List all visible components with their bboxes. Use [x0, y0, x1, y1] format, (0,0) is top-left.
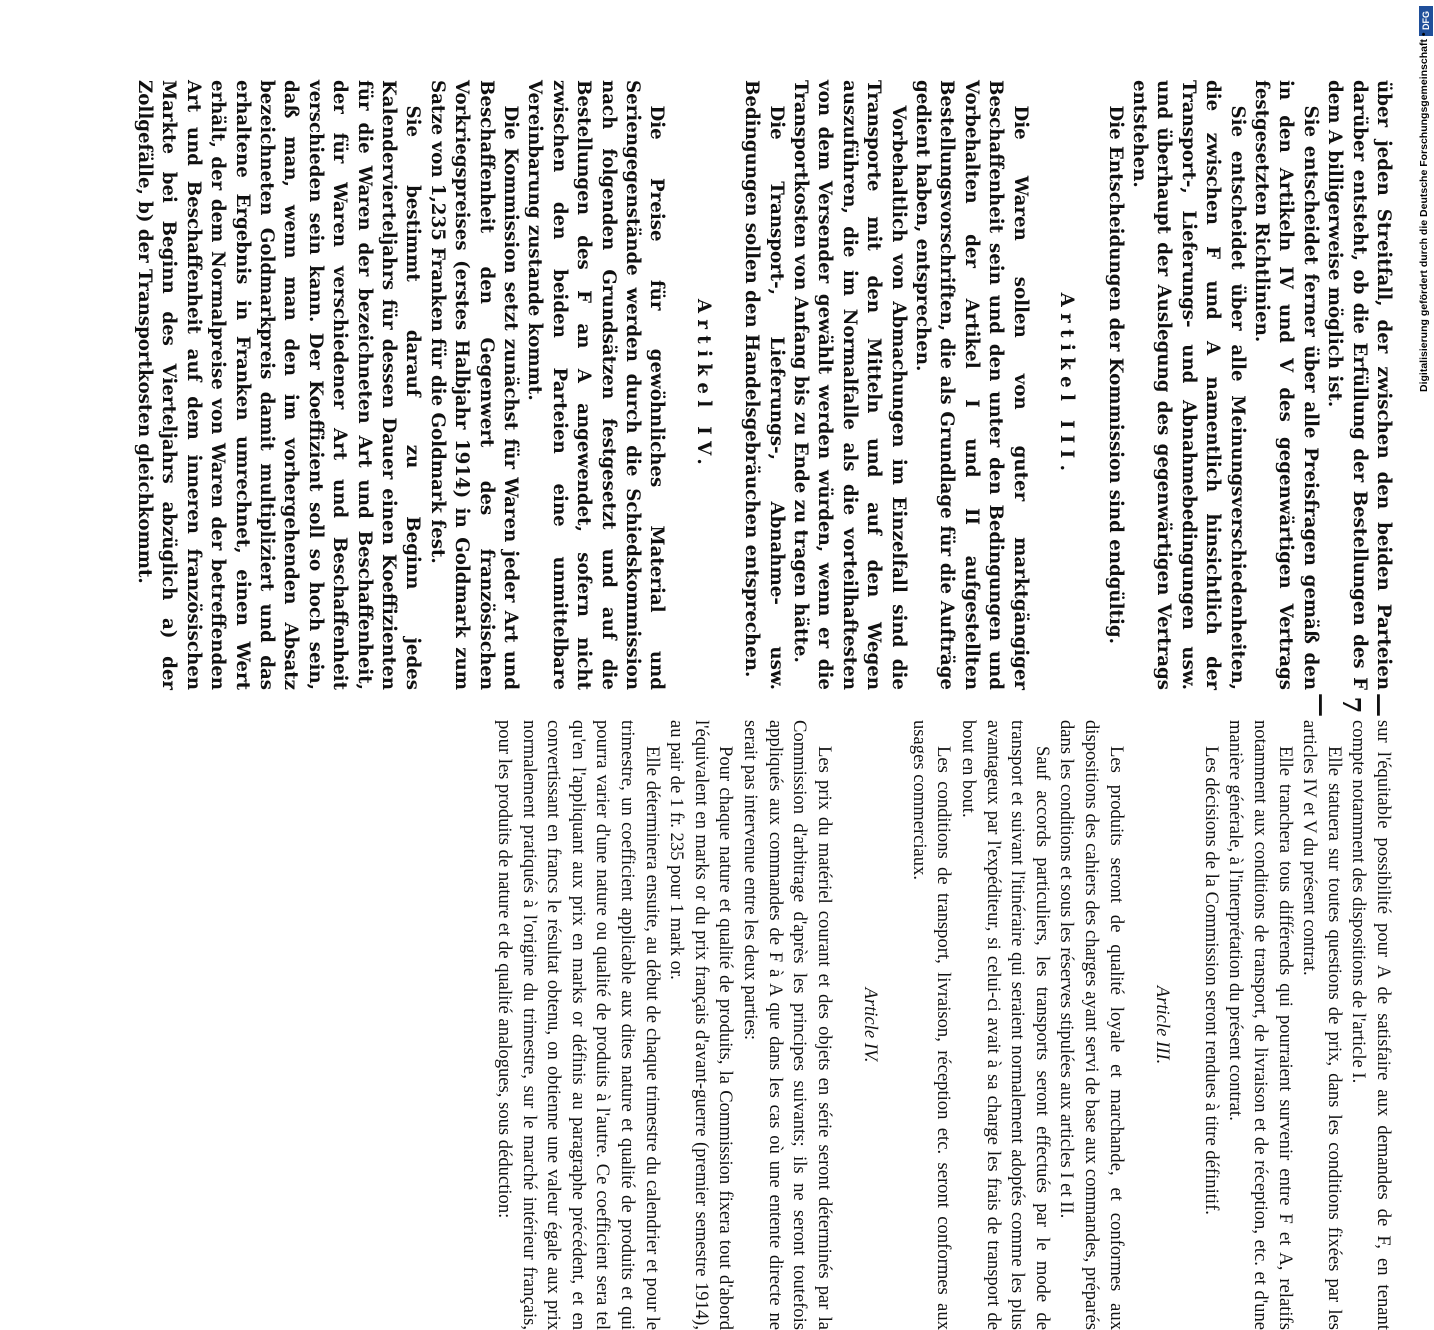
dfg-logo: DFG: [1419, 6, 1433, 36]
german-paragraph: Vorbehaltlich von Abmachungen im Einzelfall sind die Transporte mit den Mitteln und auf den Wegen auszuführen, die im Normalfalle als die vorteilhaftesten von dem Versender gewählt werden würden, wenn er die Transportkosten von Anfang bis zu Ende zu tragen hätte.: [790, 80, 909, 690]
french-paragraph: Les conditions de transport, livraison, réception etc. seront conformes aux usages commerciaux.: [908, 720, 955, 1330]
french-column: [85, 720, 1395, 1330]
page-number: — 7 —: [1308, 693, 1395, 717]
french-paragraph: Les décisions de la Commission seront rendues à titre définitif.: [1200, 746, 1222, 1215]
french-article-4-heading: Article IV.: [860, 987, 882, 1063]
digitization-note: Digitalisierung gefördert durch die Deutsche Forschungsgemeinschaft •: [1418, 32, 1430, 392]
german-paragraph: Die Kommission setzt zunächst für Waren jeder Art und Beschaffenheit den Gegenwert des französischen Vorkriegspreises (erstes Halbjahr 1914) in Goldmark zum Satze von 1,235 Franken für die Goldmark fest.: [426, 80, 521, 690]
french-paragraph: Elle déterminera ensuite, au début de chaque trimestre du calendrier et pour le trimestre, un coefficient applicable aux dites nature et qualité de produits et qui pourra varier d'une nature ou qualité de produits à l'autre. Ce coefficient sera tel qu'en l'appliquant aux prix en marks or définis au paragraphe précédent, et en convertissant en francs le résultat obtenu, on obtienne une valeur égale aux prix normalement pratiqués à l'origine du trimestre, sur le marché intérieur français, pour les produits de nature et de qualité analogues, sous déduction:: [494, 720, 663, 1330]
german-paragraph: Die Preise für gewöhnliches Material und Seriengegenstände werden durch die Schiedskommission nach folgenden Grundsätzen festgesetzt und auf die Bestellungen des F an A angewendet, sofern nicht zwischen den beiden Parteien eine unmittelbare Vereinbarung zustande kommt.: [524, 80, 668, 690]
french-paragraph: Sauf accords particuliers, les transports seront effectués par le mode de transport et suivant l'itinéraire qui seraient normalement adoptés comme les plus avantageux par l'expéditeur, si celui-ci avait à sa charge les frais de transport de bout en bout.: [958, 720, 1053, 1330]
french-paragraph: Les prix du matériel courant et des objets en série seront déterminés par la Commission d'arbitrage d'après les principes suivants; ils ne seront toutefois appliqués aux commandes de F à A que dans les cas où une entente directe ne serait pas intervenue entre les deux parties:: [739, 720, 835, 1330]
french-paragraph: sur l'équitable possibilité pour A de satisfaire aux demandes de F, en tenant compte notamment des dispositions de l'article I.: [1348, 720, 1394, 1330]
german-column: [85, 80, 1395, 690]
french-paragraph: Les produits seront de qualité loyale et marchande, et conformes aux dispositions des cahiers des charges ayant servi de base aux commandes, préparés dans les conditions et sous les réserves stipulées aux articles I et II.: [1056, 720, 1127, 1330]
french-paragraph: Elle statuera sur toutes questions de prix, dans les conditions fixées par les articles IV et V du présent contrat.: [1299, 720, 1345, 1330]
german-paragraph: Sie entscheidet über alle Meinungsverschiedenheiten, die zwischen F und A namentlich hinsichtlich der Transport-, Lieferungs- und Abnahmebedingungen usw. und überhaupt der Auslegung des gegenwärtigen Vertrags entstehen.: [1128, 80, 1248, 690]
german-paragraph: Die Waren sollen von guter marktgängiger Beschaffenheit sein und den unter den Bedingungen und Vorbehalten der Artikel I und II aufgestellten Bestellungsvorschriften, die als Grundlage für die Aufträge gedient haben, entsprechen.: [912, 80, 1031, 690]
german-article-4-heading: Artikel IV.: [692, 298, 714, 472]
german-paragraph: Die Entscheidungen der Kommission sind endgültig.: [1104, 105, 1126, 644]
german-paragraph: Sie entscheidet ferner über alle Preisfragen gemäß den in den Artikeln IV und V des gegenwärtigen Vertrags festgesetzten Richtlinien.: [1250, 80, 1321, 690]
german-article-3-heading: Artikel III.: [1056, 292, 1078, 478]
french-paragraph: Elle tranchera tous différends qui pourraient survenir entre F et A, relatifs notamment aux conditions de transport, de livraison et de réception, etc. et d'une manière générale, à l'interprétation du présent contrat.: [1225, 720, 1296, 1330]
german-paragraph: Die Transport-, Lieferungs-, Abnahme- usw. Bedingungen sollen den Handelsgebräuchen entsprechen.: [741, 80, 787, 690]
german-paragraph: über jeden Streitfall, der zwischen den beiden Parteien darüber entsteht, ob die Erfüllung der Bestellungen des F dem A billigerweise möglich ist.: [1324, 80, 1394, 690]
rotated-document-page: [85, 80, 1395, 1330]
french-paragraph: Pour chaque nature et qualité de produits, la Commission fixera tout d'abord l'équivalent en marks or du prix français d'avant-guerre (premier semestre 1914), au pair de 1 fr. 235 pour 1 mark or.: [666, 720, 737, 1330]
french-article-3-heading: Article III.: [1152, 985, 1174, 1065]
german-paragraph: Sie bestimmt darauf zu Beginn jedes Kalendervierteljahrs für dessen Dauer einen Koeffizienten für die Waren der bezeichneten Art und Beschaffenheit, der für Waren verschiedener Art und Beschaffenheit verschieden sein kann. Der Koeffizient soll so hoch sein, daß man, wenn man den im vorhergehenden Absatz bezeichneten Goldmarkpreis damit multipliziert und das erhaltene Ergebnis in Franken umrechnet, einen Wert erhält, der dem Normalpreise von Waren der betreffenden Art und Beschaffenheit auf dem inneren französischen Markte bei Beginn des Vierteljahrs abzüglich a) der Zollgefälle, b) der Transportkosten gleichkommt.: [133, 80, 424, 690]
